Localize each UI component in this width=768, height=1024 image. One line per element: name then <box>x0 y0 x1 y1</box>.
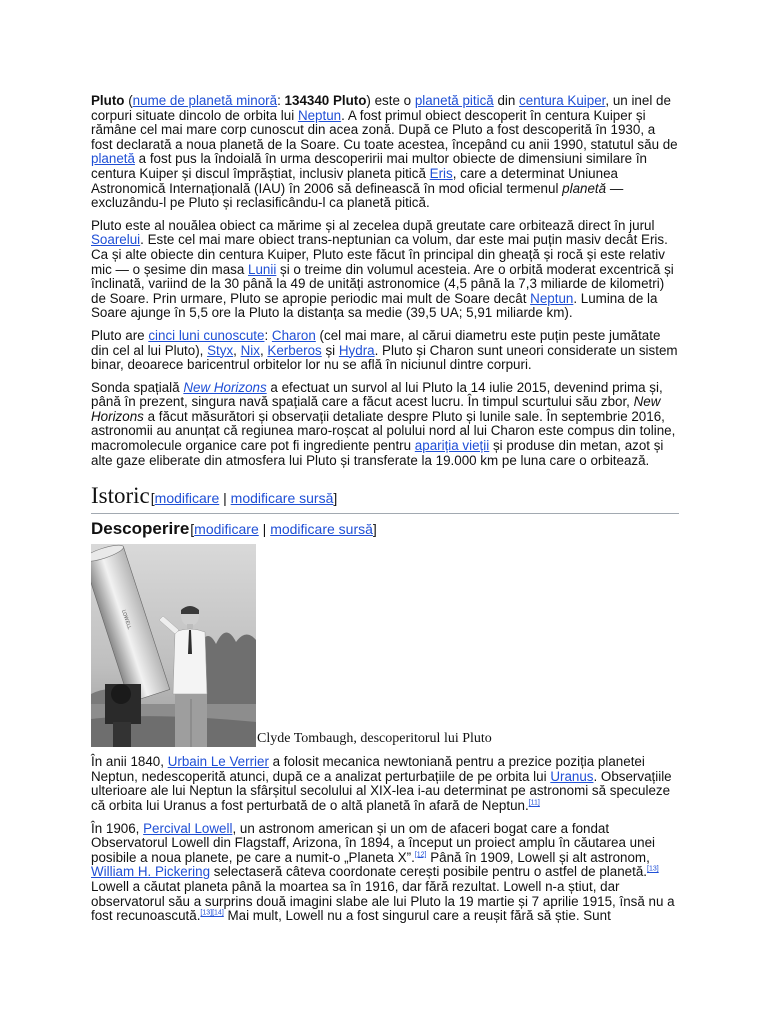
intro-paragraph-2 <box>91 219 679 321</box>
citation <box>415 851 427 858</box>
edit-links: [modificare | modificare sursă] <box>190 521 377 538</box>
text-run: și o treime din volumul acesteia. Are o orbită moderat excentrică și înclinată, variind de la 30 până la 49 de unități astronomice (4,5 până la 7,3 miliarde de kilometri) de Soare. Prin urmare, Pluto se apropie periodic mai mult de Soare decât <box>91 261 674 306</box>
text-run: . Observațiile ulterioare ale lui Neptun la sfârșitul secolului al XIX-lea i-au determinat pe astronomi să speculeze că orbita lui Uranus a fost perturbată de o altă planetă în afară de Neptun. <box>91 768 672 814</box>
wiki-link[interactable]: cinci luni cunoscute <box>148 327 265 343</box>
text-run: În anii 1840, <box>91 754 168 770</box>
citation <box>529 800 540 807</box>
wiki-link[interactable]: Uranus <box>550 768 594 784</box>
wiki-link[interactable]: Neptun <box>297 107 342 123</box>
edit-links: [modificare | modificare sursă] <box>150 490 338 507</box>
text-run: Pluto este al nouălea obiect ca mărime și al zecelea după greutate care orbitează direct în jurul <box>91 217 655 233</box>
text-run: . Pluto și Charon sunt uneori considerate un sistem binar, deoarece baricentrul orbitelor lor nu se află în niciunul dintre corpuri. <box>91 342 678 373</box>
svg-text:LOWELL: LOWELL <box>120 609 133 631</box>
text-run: ) este o <box>366 93 415 108</box>
tombaugh-telescope-photo[interactable] <box>91 544 256 747</box>
wiki-link[interactable]: Soarelui <box>91 232 141 248</box>
wiki-link[interactable]: Eris <box>429 165 453 181</box>
text-run: : <box>277 93 285 108</box>
citation-link[interactable]: [13] <box>647 865 659 873</box>
text-run: : <box>264 327 272 343</box>
wiki-link[interactable]: Kerberos <box>267 342 322 358</box>
wiki-link[interactable]: Styx <box>207 342 234 358</box>
history-paragraph-2 <box>91 822 679 924</box>
wiki-link[interactable]: William H. Pickering <box>91 864 211 880</box>
citation-link[interactable]: [13][14] <box>200 909 224 917</box>
text-run: Mai mult, Lowell nu a fost singurul care a reușit fără să știe. Sunt <box>223 908 611 924</box>
text-run: și <box>321 342 339 358</box>
text-run: a fost pus la îndoială în urma descoperirii mai multor obiecte de dimensiuni similare în centura Kuiper și discul împrăștiat, inclusiv planeta pitică <box>91 151 647 181</box>
text-run: a efectuat un survol al lui Pluto la 14 iulie 2015, devenind prima și, până în prezent, singura navă spațială care a făcut acest lucru. În timpul scurtului său zbor, <box>91 379 663 410</box>
text-run: Pluto are <box>91 327 149 343</box>
text-run: , un astronom american și un om de afaceri bogat care a fondat Observatorul Lowell din Flagstaff, Arizona, în 1894, a început un proiect amplu în căutarea unei posibile a noua planete, pe care a numit-o „Planeta X”. <box>91 820 655 865</box>
wiki-link[interactable]: Percival Lowell <box>143 820 233 836</box>
wiki-link[interactable]: Hydra <box>338 342 375 358</box>
edit-source-link[interactable]: modificare sursă <box>270 521 373 538</box>
wiki-link[interactable]: New Horizons <box>183 379 267 395</box>
bold-text: Pluto <box>91 93 125 108</box>
text-run: și produse din metan, azot și alte gaze eliberate din atmosfera lui Pluto și transferate la 19.000 km pe luna care o orbitează. <box>91 438 664 468</box>
intro-paragraph-3 <box>91 329 679 373</box>
section-heading-descoperire <box>91 518 679 540</box>
history-paragraph-1 <box>91 755 679 813</box>
intro-paragraph-1 <box>91 94 679 211</box>
text-run: . Lumina de la Soare ajunge în 5,5 ore la Pluto la distanța sa medie (39,5 UA; 5,91 miliarde km). <box>91 290 658 321</box>
text-run: selectaseră câteva coordonate cerești posibile pentru o astfel de planetă. <box>210 864 648 880</box>
text-run: a folosit mecanica newtoniană pentru a prezice poziția planetei Neptun, nedescoperită atunci, după ce a analizat perturbațiile de pe orbita lui <box>91 754 645 784</box>
italic-text: New Horizons <box>91 394 661 424</box>
wiki-link[interactable]: planetă <box>91 151 135 167</box>
wiki-link[interactable]: Charon <box>271 327 316 343</box>
citation-link[interactable]: [11] <box>528 799 540 807</box>
text-run: Sonda spațială <box>91 379 184 395</box>
wiki-link[interactable]: centura Kuiper <box>519 93 606 108</box>
text-run: , un inel de corpuri situate dincolo de orbita lui <box>91 93 671 123</box>
citation <box>647 866 659 873</box>
italic-text: planetă <box>562 180 607 196</box>
text-run: , <box>259 342 268 358</box>
subsection-title: Descoperire <box>91 519 190 539</box>
figure-caption: Clyde Tombaugh, descoperitorul lui Pluto <box>257 731 492 747</box>
edit-source-link[interactable]: modificare sursă <box>230 490 334 507</box>
edit-link[interactable]: modificare <box>154 490 220 507</box>
article-content <box>91 94 679 932</box>
intro-paragraph-4 <box>91 381 679 469</box>
text-run: , care a determinat Uniunea Astronomică Internațională (IAU) în 2006 să definească în mod oficial termenul <box>91 165 618 196</box>
wiki-link[interactable]: Nix <box>240 342 260 358</box>
wiki-link[interactable]: Neptun <box>530 290 574 306</box>
bold-text: 134340 Pluto <box>284 93 367 108</box>
text-run: . Este cel mai mare obiect trans-neptunian ca volum, dar este mai puțin masiv decât Eris. Ca și alte obiecte din centura Kuiper, Pluto este făcut în principal din gheață și rocă și este relativ mic — o șesime din masa <box>91 232 668 277</box>
wiki-link[interactable]: Urbain Le Verrier <box>167 754 269 770</box>
text-run: În 1906, <box>91 820 144 836</box>
text-run: , <box>233 342 241 358</box>
citation <box>200 910 223 917</box>
wiki-link[interactable]: nume de planetă minoră <box>132 93 278 108</box>
text-run: — excluzându-l pe Pluto și reclasificându-l ca planetă pitică. <box>91 180 624 211</box>
text-run: Lowell a căutat planeta până la moartea sa în 1916, dar fără rezultat. Lowell n-a știut, dar observatorul său a surprins două imagini slabe ale lui Pluto la 19 martie și 7 aprilie 1915, însă nu a fost recunoascută. <box>91 879 675 924</box>
text-run: ( <box>124 93 133 108</box>
edit-link[interactable]: modificare <box>194 521 259 538</box>
text-run: (cel mai mare, al cărui diametru este puțin peste jumătate din cel al lui Pluto), <box>91 327 661 358</box>
text-run: . A fost primul obiect descoperit în centura Kuiper și rămâne cel mai mare corp cunoscut din acea zonă. După ce Pluto a fost descoperită în 1930, a fost declarată a noua planetă de la Soare. Cu toate acestea, începând cu anii 1990, statutul său de <box>91 107 678 152</box>
text-run: Până în 1909, Lowell și alt astronom, <box>426 849 650 865</box>
wiki-link[interactable]: apariția vieții <box>414 438 490 454</box>
text-run: a făcut măsurători și observații detaliate despre Pluto și lunile sale. În septembrie 2016, astronomii au anunțat că regiunea maro-roșcat al polului nord al lui Charon este compus din toline, macromolecule organice care pot fi ingrediente pentru <box>91 408 676 454</box>
wiki-link[interactable]: planetă pitică <box>414 93 494 108</box>
section-heading-istoric <box>91 482 679 514</box>
section-title: Istoric <box>91 483 150 509</box>
citation-link[interactable]: [12] <box>414 851 427 859</box>
text-run: din <box>493 93 520 108</box>
wiki-link[interactable]: Lunii <box>248 261 277 277</box>
figure-tombaugh <box>91 544 679 747</box>
